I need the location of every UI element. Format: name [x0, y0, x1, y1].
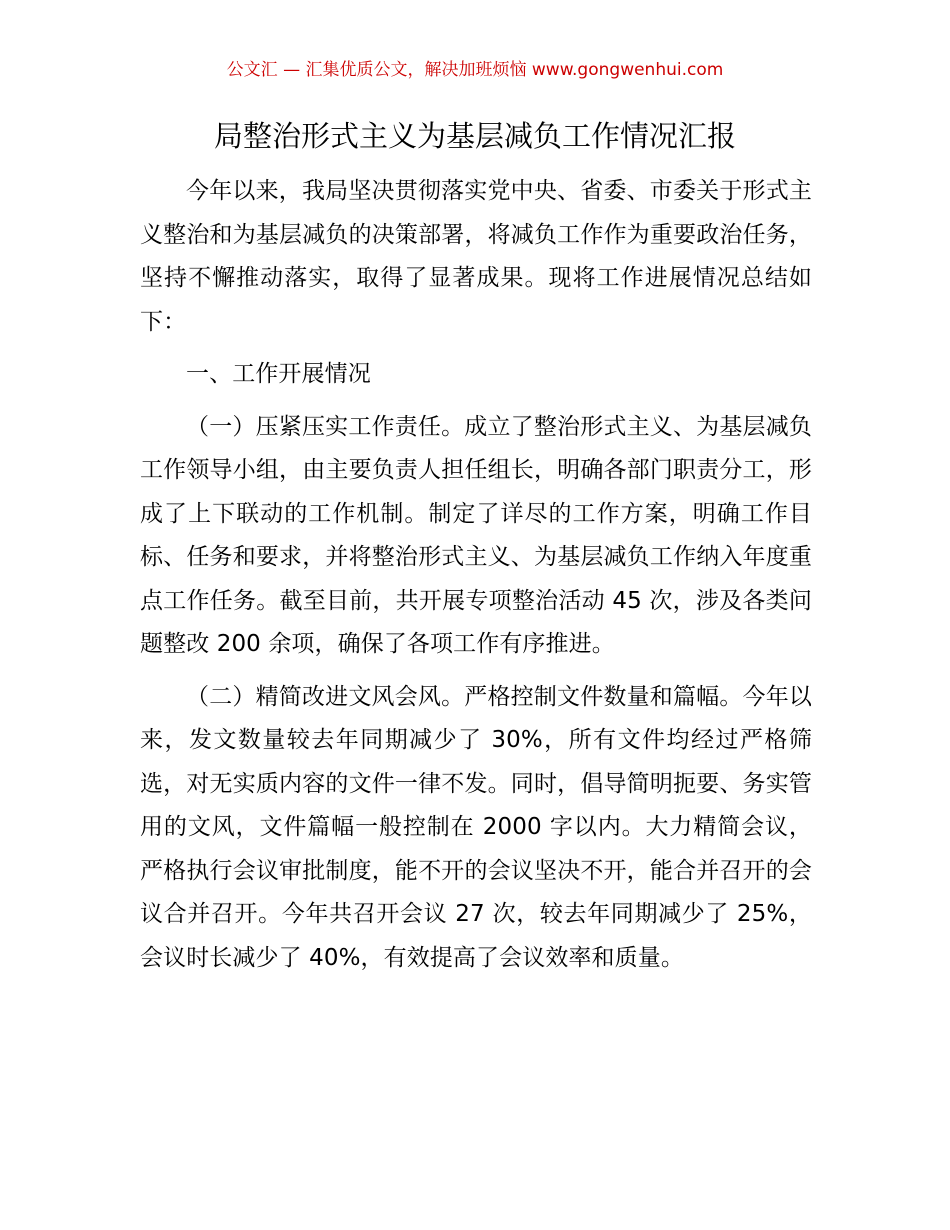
paragraph-responsibility: （一）压紧压实工作责任。成立了整治形式主义、为基层减负工作领导小组，由主要负责人担任组长，明确各部门职责分工，形成了上下联动的工作机制。制定了详尽的工作方案，明确工作目标、任务和要求，并将整治形式主义、为基层减负工作纳入年度重点工作任务。截至目前，共开展专项整治活动 45 次，涉及各类问题整改 200 余项，确保了各项工作有序推进。	[140, 413, 812, 657]
intro-paragraph: 今年以来，我局坚决贯彻落实党中央、省委、市委关于形式主义整治和为基层减负的决策部署，将减负工作作为重要政治任务，坚持不懈推动落实，取得了显著成果。现将工作进展情况总结如下：	[140, 178, 812, 335]
document-title: 局整治形式主义为基层减负工作情况汇报	[213, 119, 736, 153]
site-banner: 公文汇 — 汇集优质公文，解决加班烦恼 www.gongwenhui.com	[226, 60, 724, 80]
paragraph-writing-meeting-style: （二）精简改进文风会风。严格控制文件数量和篇幅。今年以来，发文数量较去年同期减少了 30%，所有文件均经过严格筛选，对无实质内容的文件一律不发。同时，倡导简明扼要、务实管用的文风，文件篇幅一般控制在 2000 字以内。大力精简会议，严格执行会议审批制度，能不开的会议坚决不开，能合并召开的会议合并召开。今年共召开会议 27 次，较去年同期减少了 25%，会议时长减少了 40%，有效提高了会议效率和质量。	[140, 683, 812, 971]
document-body	[140, 170, 812, 980]
section-heading: 一、工作开展情况	[186, 361, 371, 387]
